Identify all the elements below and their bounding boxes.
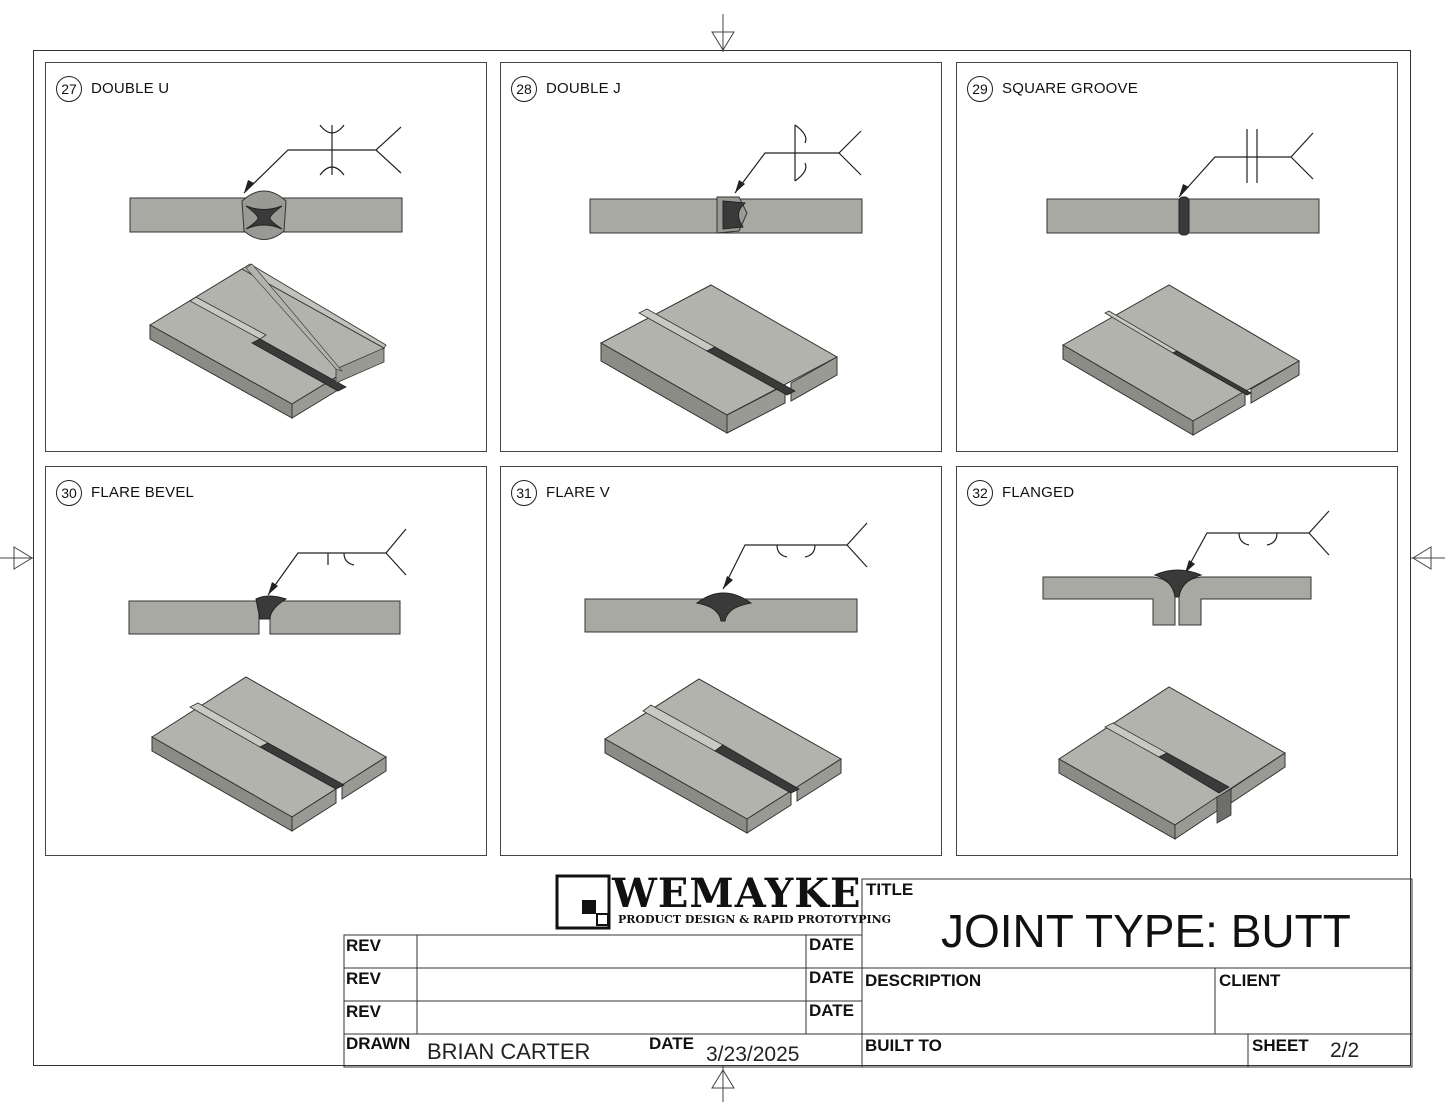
built-to-label: BUILT TO xyxy=(865,1036,942,1055)
panel-number: 29 xyxy=(967,76,993,102)
drawn-by-value: BRIAN CARTER xyxy=(427,1039,591,1064)
panel-number: 28 xyxy=(511,76,537,102)
panel-number: 32 xyxy=(967,480,993,506)
panel-title: FLARE BEVEL xyxy=(91,484,195,501)
description-label: DESCRIPTION xyxy=(865,971,982,990)
rev-label-3: REV xyxy=(346,1002,381,1021)
panel-title: DOUBLE J xyxy=(546,80,621,97)
logo-name: WEMAYKE xyxy=(612,870,862,917)
drawn-date-label: DATE xyxy=(649,1034,695,1053)
panel-number: 27 xyxy=(56,76,82,102)
title-label: TITLE xyxy=(866,880,914,899)
panel-title: SQUARE GROOVE xyxy=(1002,80,1138,97)
logo-tagline: PRODUCT DESIGN & RAPID PROTOTYPING xyxy=(618,913,892,926)
drawn-date-value: 3/23/2025 xyxy=(706,1043,800,1066)
panel-number: 30 xyxy=(56,480,82,506)
rev-label-1: REV xyxy=(346,936,381,955)
drawing-title: JOINT TYPE: BUTT xyxy=(941,905,1351,957)
panel-title: FLANGED xyxy=(1002,484,1075,501)
rev-date-label-1: DATE xyxy=(809,935,855,954)
panel-title: FLARE V xyxy=(546,484,610,501)
rev-label-2: REV xyxy=(346,969,381,988)
drawn-label: DRAWN xyxy=(346,1034,411,1053)
panel-title: DOUBLE U xyxy=(91,80,170,97)
rev-date-label-3: DATE xyxy=(809,1001,855,1020)
rev-date-label-2: DATE xyxy=(809,968,855,987)
sheet-label: SHEET xyxy=(1252,1036,1309,1055)
panel-number: 31 xyxy=(511,480,537,506)
sheet-value: 2/2 xyxy=(1330,1039,1360,1062)
client-label: CLIENT xyxy=(1219,971,1281,990)
